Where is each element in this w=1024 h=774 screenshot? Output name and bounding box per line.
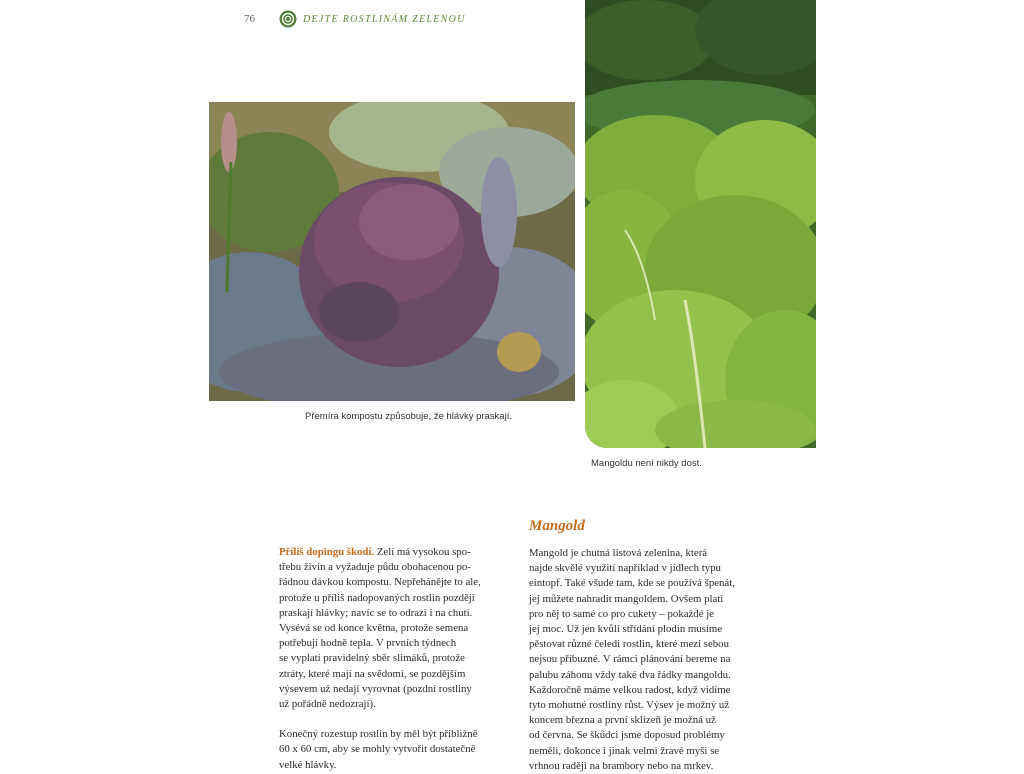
text-line: najde skvělé využití například v jídlech typu bbox=[529, 562, 721, 575]
text-line: už pořádně nedozrají). bbox=[279, 698, 376, 711]
text-line: 60 x 60 cm, aby se mohly vytvořit dostatečně bbox=[279, 743, 476, 756]
text-line: eintopf. Také všude tam, kde se používá špenát, bbox=[529, 577, 735, 590]
text-line: od června. Se škůdci jsme doposud problémy bbox=[529, 729, 725, 742]
mangold-text-column bbox=[529, 546, 735, 774]
text-line: potřebují hodně tepla. V prvních týdnech bbox=[279, 637, 457, 650]
text-line-fragment: Zelí má vysokou spo- bbox=[374, 546, 471, 558]
text-line: Vysévá se od konce května, protože semena bbox=[279, 622, 469, 635]
text-line: velké hlávky. bbox=[279, 758, 337, 771]
text-line: pěstovat různé čeledi rostlin, které mezi sebou bbox=[529, 638, 729, 651]
text-line: neměli, dokonce i jinak velmi žravé myši se bbox=[529, 744, 720, 757]
text-line: palubu záhonu vždy také dva řádky mangoldu. bbox=[529, 668, 731, 681]
text-line: ztráty, které mají na svědomí, se pozdějším bbox=[279, 667, 466, 680]
lead-in-heading: Příliš dopingu škodí. bbox=[279, 546, 375, 558]
text-line bbox=[279, 545, 481, 560]
cabbage-text-column bbox=[279, 545, 481, 773]
text-line: tyto mohutné rostliny růst. Výsev je možný už bbox=[529, 699, 730, 712]
text-line: třebu živin a vyžaduje půdu obohacenou po- bbox=[279, 561, 471, 574]
chard-photo bbox=[585, 0, 816, 448]
text-line: Konečný rozestup rostlin by měl být přibližně bbox=[279, 728, 478, 741]
cabbage-caption: Přemíra kompostu způsobuje, že hlávky praskají. bbox=[305, 411, 512, 422]
text-line: Každoročně máme velkou radost, když vidíme bbox=[529, 683, 731, 696]
text-line: jej moc. Už jen kvůli střídání plodin musíme bbox=[529, 623, 723, 636]
text-line: nejsou příbuzné. V rámci plánování bereme na bbox=[529, 653, 731, 666]
text-line: koncem března a první sklizeň je možná už bbox=[529, 714, 716, 727]
paragraph-gap bbox=[279, 712, 481, 727]
text-line: jej můžete nahradit mangoldem. Ovšem platí bbox=[529, 592, 724, 605]
snail-icon bbox=[279, 10, 297, 28]
chard-caption: Mangoldu není nikdy dost. bbox=[591, 458, 702, 469]
text-line: praskají hlávky; navíc se to odrazí i na chuti. bbox=[279, 606, 473, 619]
text-line: Mangold je chutná listová zelenina, která bbox=[529, 547, 708, 559]
running-title: DEJTE ROSTLINÁM ZELENOU bbox=[303, 14, 466, 25]
text-line: pro něj to samé co pro cukety – pokaždé je bbox=[529, 607, 714, 620]
page-number: 76 bbox=[244, 13, 255, 25]
text-line: řádnou dávkou kompostu. Nepřehánějte to ale, bbox=[279, 576, 481, 589]
text-line: výsevem už nedají vyrovnat (pozdní rostliny bbox=[279, 682, 472, 695]
text-line: protože u příliš nadopovaných rostlin později bbox=[279, 591, 475, 604]
section-heading-mangold: Mangold bbox=[529, 518, 585, 534]
text-line: vrhnou raději na brambory nebo na mrkev. bbox=[529, 759, 714, 772]
text-line: se vyplatí pravidelný sběr slimáků, protože bbox=[279, 652, 465, 665]
cabbage-photo bbox=[209, 102, 575, 401]
